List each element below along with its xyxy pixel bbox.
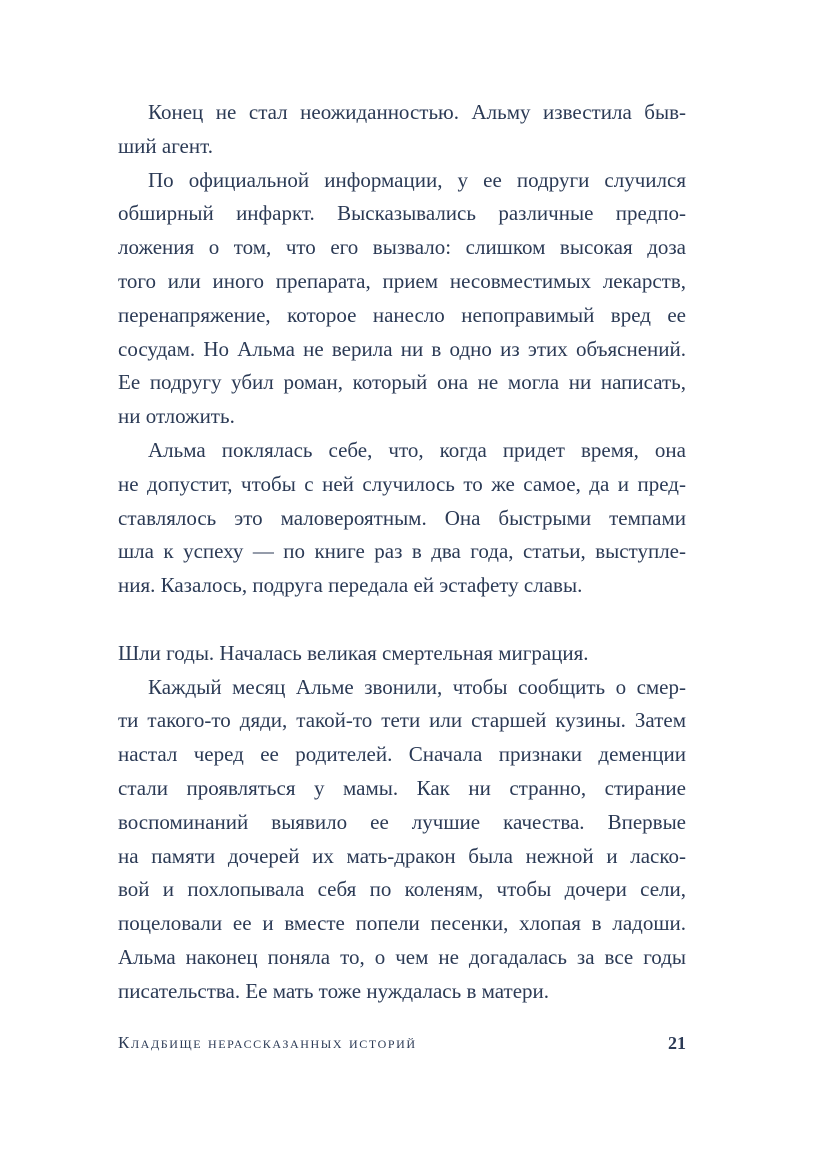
text-line: Каждый месяц Альме звонили, чтобы сообщить о смер-: [148, 674, 686, 699]
page-number: 21: [668, 1033, 686, 1053]
text-line: Альма поклялась себе, что, когда придет время, она: [148, 437, 686, 462]
paragraph-5: [118, 671, 686, 1009]
text-line: ти такого-то дяди, такой-то тети или старшей кузины. Затем: [118, 708, 686, 733]
text-line: вой и похлопывала себя по коленям, чтобы дочери сели,: [118, 877, 686, 902]
text-line: ложения о том, что его вызвало: слишком высокая доза: [118, 235, 686, 260]
text-line: Конец не стал неожиданностью. Альму известила быв-: [148, 100, 686, 124]
text-line: не допустит, чтобы с ней случилось то же самое, да и пред-: [118, 471, 686, 496]
text-line: воспоминаний выявило ее лучшие качества. Впервые: [118, 809, 686, 834]
text-line: ший агент.: [118, 133, 213, 158]
text-line: поцеловали ее и вместе попели песенки, хлопая в ладоши.: [118, 911, 686, 936]
text-line: настал черед ее родителей. Сначала признаки деменции: [118, 742, 686, 767]
page-body: [118, 96, 686, 1009]
text-line: ставлялось это маловероятным. Она быстрыми темпами: [118, 505, 686, 530]
paragraph-2: [118, 164, 686, 434]
paragraph-4: [118, 637, 686, 671]
text-line: Ее подругу убил роман, который она не могла ни написать,: [118, 370, 686, 395]
page-footer: [118, 1033, 686, 1063]
text-line: шла к успеху — по книге раз в два года, статьи, выступле-: [118, 539, 686, 564]
text-line: ния. Казалось, подруга передала ей эстафету славы.: [118, 573, 583, 598]
text-line: того или иного препарата, прием несовместимых лекарств,: [118, 268, 686, 293]
text-line: писательства. Ее мать тоже нуждалась в матери.: [118, 978, 550, 1003]
text-line: перенапряжение, которое нанесло непоправимый вред ее: [118, 302, 686, 327]
text-line: ни отложить.: [118, 404, 235, 429]
paragraph-1: [118, 96, 686, 164]
text-line: обширный инфаркт. Высказывались различные предпо-: [118, 201, 686, 226]
text-line: Шли годы. Началась великая смертельная миграция.: [118, 640, 589, 665]
section-break: [118, 603, 686, 637]
text-line: сосудам. Но Альма не верила ни в одно из этих объяснений.: [118, 336, 686, 361]
paragraph-3: [118, 434, 686, 603]
running-title: Кладбище нерассказанных историй: [118, 1033, 417, 1052]
text-line: Альма наконец поняла то, о чем не догадалась за все годы: [118, 944, 686, 969]
text-line: По официальной информации, у ее подруги случился: [148, 167, 686, 192]
text-line: на памяти дочерей их мать-дракон была нежной и ласко-: [118, 843, 686, 868]
text-line: стали проявляться у мамы. Как ни странно, стирание: [118, 775, 686, 800]
